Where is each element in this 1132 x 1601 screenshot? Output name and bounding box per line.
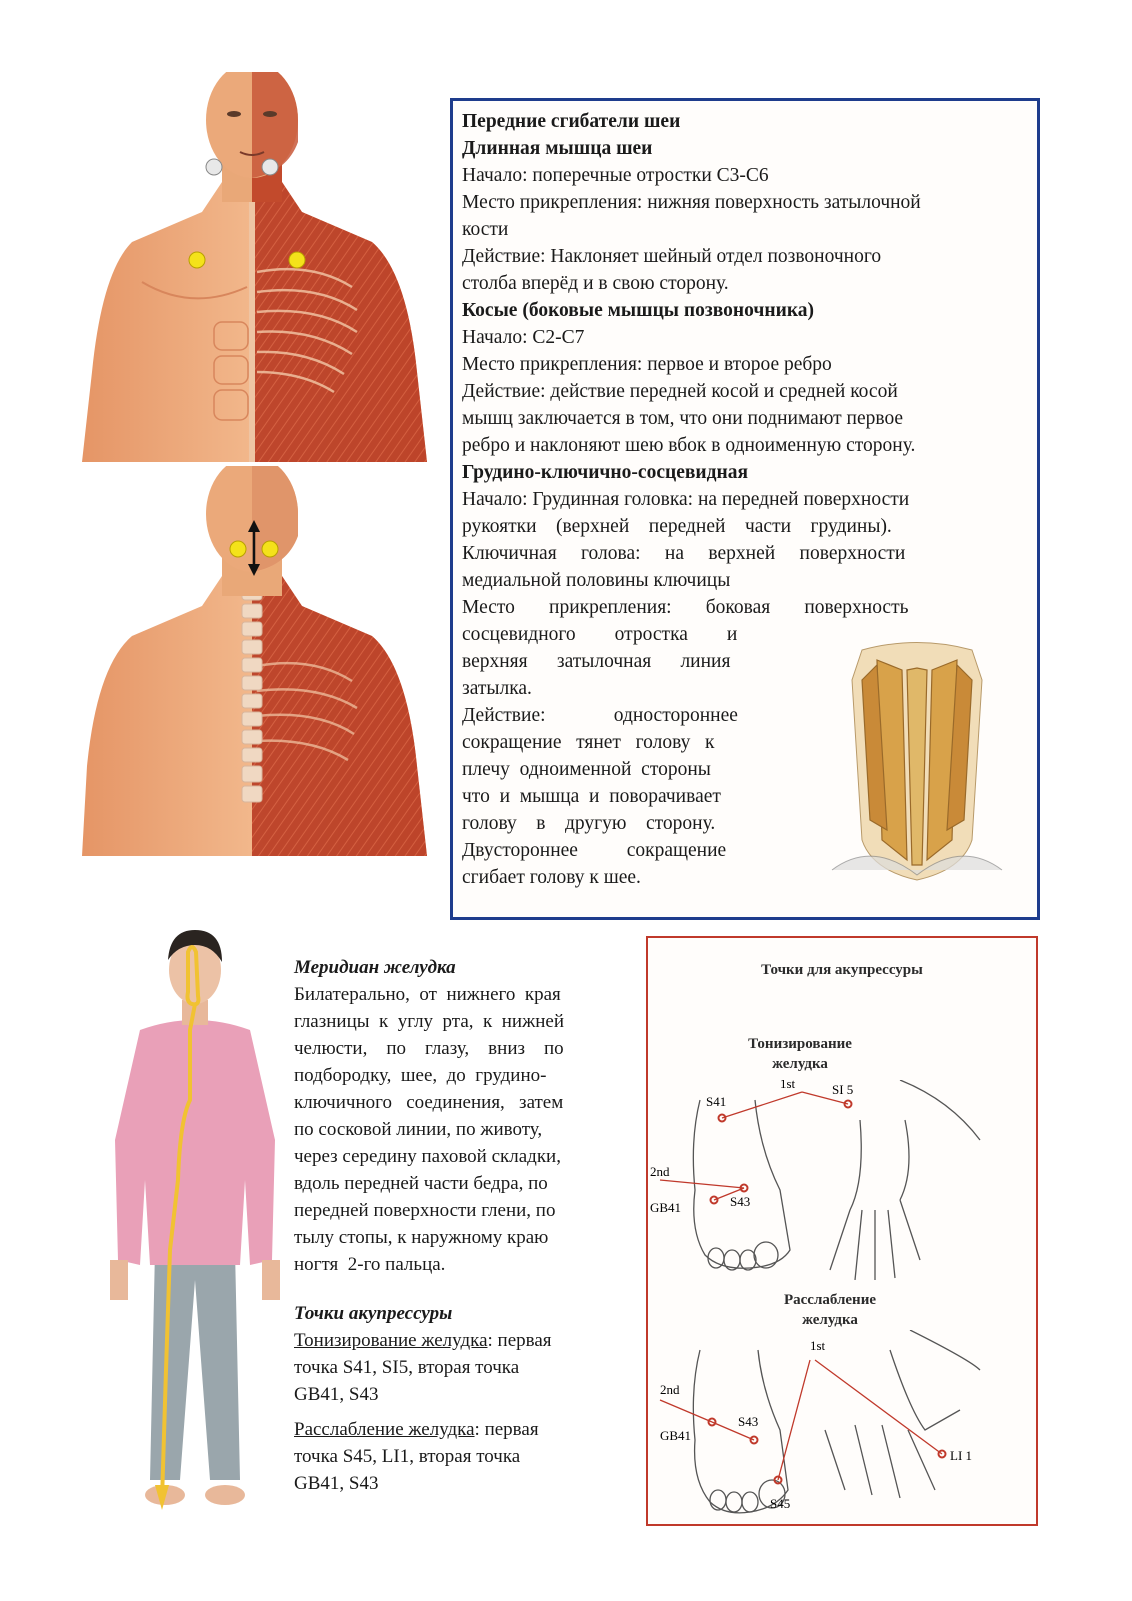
meridian-heading: Меридиан желудка: [294, 957, 456, 978]
neck-muscles-illustration: [822, 640, 1012, 890]
text-line: Место прикрепления: нижняя поверхность затылочной: [462, 192, 921, 213]
text-line: затылка.: [462, 678, 532, 699]
text-line: Двустороннее сокращение: [462, 840, 727, 861]
relax-line: GB41, S43: [294, 1473, 379, 1494]
point-marker: [262, 541, 278, 557]
stomach-meridian-figure: [100, 920, 290, 1520]
text-line: Начало: С2-С7: [462, 327, 585, 348]
meridian-line: глазницы к углу рта, к нижней: [294, 1011, 564, 1032]
label-si5: SI 5: [832, 1082, 854, 1097]
text-line: мышц заключается в том, что они поднимают первое: [462, 408, 904, 429]
text-line: Место прикрепления: первое и второе ребро: [462, 354, 832, 375]
tone-line: точка S41, SI5, вторая точка: [294, 1357, 520, 1378]
label-s45: S45: [770, 1496, 791, 1511]
relax-diagram: [650, 1330, 1034, 1520]
tone-line: [294, 1327, 634, 1354]
label-s43: S43: [730, 1194, 751, 1209]
meridian-line: ключичного соединения, затем: [294, 1092, 564, 1113]
text-line: верхняя затылочная линия: [462, 651, 731, 672]
meridian-text-block: [294, 954, 634, 1497]
point-marker: [289, 252, 305, 268]
tone-title: желудка: [772, 1056, 828, 1072]
acupressure-title: Точки для акупрессуры: [761, 962, 923, 978]
section-title: Косые (боковые мышцы позвоночника): [462, 300, 814, 321]
anatomy-front-figure: [72, 72, 432, 462]
relax-label: Расслабление желудка: [294, 1419, 475, 1440]
section-title: Грудино-ключично-сосцевидная: [462, 462, 749, 483]
text-line: Начало: Грудинная головка: на передней поверхности: [462, 489, 910, 510]
text-line: ребро и наклоняют шею вбок в одноименную сторону.: [462, 435, 916, 456]
label-1st: 1st: [810, 1338, 826, 1353]
label-2nd: 2nd: [650, 1164, 670, 1179]
tone-diagram: [650, 1080, 1034, 1280]
label-li1: LI 1: [950, 1448, 973, 1463]
label-s43: S43: [738, 1414, 759, 1429]
label-gb41: GB41: [650, 1200, 682, 1215]
text-line: Действие: одностороннее: [462, 705, 738, 726]
meridian-line: через середину паховой складки,: [294, 1146, 561, 1167]
text-line: голову в другую сторону.: [462, 813, 716, 834]
label-gb41: GB41: [660, 1428, 692, 1443]
text-line: Действие: Наклоняет шейный отдел позвоночного: [462, 246, 882, 267]
tone-label: Тонизирование желудка: [294, 1330, 488, 1351]
section-title: Длинная мышца шеи: [462, 138, 653, 159]
point-marker: [262, 159, 278, 175]
meridian-line: вдоль передней части бедра, по: [294, 1173, 548, 1194]
meridian-line: по сосковой линии, по животу,: [294, 1119, 543, 1140]
relax-line: [294, 1416, 634, 1443]
text-line: кости: [462, 219, 509, 240]
meridian-line: подбородку, шее, до грудино-: [294, 1065, 547, 1086]
meridian-line: передней поверхности глени, по: [294, 1200, 556, 1221]
text-line: что и мышца и поворачивает: [462, 786, 721, 807]
section-title: Передние сгибатели шеи: [462, 111, 681, 132]
text-line: Ключичная голова: на верхней поверхности: [462, 543, 906, 564]
anatomy-back-figure: [72, 466, 432, 856]
relax-text: : первая: [474, 1419, 539, 1440]
text-line: сгибает голову к шее.: [462, 867, 641, 888]
text-line: Действие: действие передней косой и средней косой: [462, 381, 898, 402]
meridian-line: Билатерально, от нижнего края: [294, 984, 561, 1005]
relax-title: желудка: [802, 1312, 858, 1328]
meridian-line: тылу стопы, к наружному краю: [294, 1227, 549, 1248]
acupressure-heading: Точки акупрессуры: [294, 1303, 453, 1324]
text-line: плечу одноименной стороны: [462, 759, 711, 780]
text-line: сокращение тянет голову к: [462, 732, 715, 753]
point-marker: [189, 252, 205, 268]
text-line: медиальной половины ключицы: [462, 570, 731, 591]
point-marker: [206, 159, 222, 175]
text-line: Начало: поперечные отростки С3-С6: [462, 165, 769, 186]
meridian-line: челюсти, по глазу, вниз по: [294, 1038, 564, 1059]
point-marker: [230, 541, 246, 557]
label-2nd: 2nd: [660, 1382, 680, 1397]
tone-text: : первая: [487, 1330, 552, 1351]
relax-title: Расслабление: [783, 1292, 877, 1308]
back-torso-illustration: [72, 466, 432, 856]
tone-title: Тонизирование: [748, 1036, 852, 1052]
meridian-line: ногтя 2-го пальца.: [294, 1254, 446, 1275]
label-s41: S41: [706, 1094, 727, 1109]
text-line: Место прикрепления: боковая поверхность: [462, 597, 909, 618]
tone-line: GB41, S43: [294, 1384, 379, 1405]
text-line: рукоятки (верхней передней части грудины).: [462, 516, 892, 537]
text-line: сосцевидного отростка и: [462, 624, 738, 645]
label-1st: 1st: [780, 1080, 796, 1091]
text-line: столба вперёд и в свою сторону.: [462, 273, 729, 294]
relax-line: точка S45, LI1, вторая точка: [294, 1446, 521, 1467]
front-torso-illustration: [72, 72, 432, 462]
